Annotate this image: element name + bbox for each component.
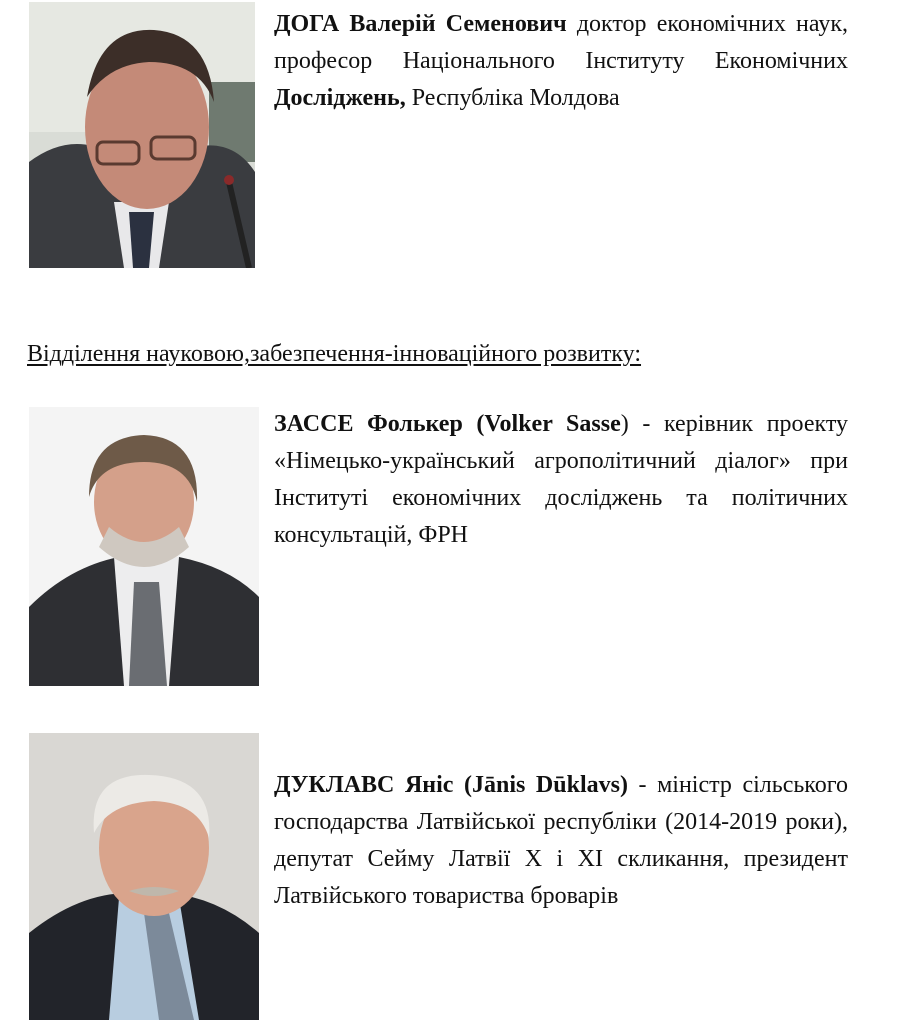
person-bio-sasse	[274, 406, 848, 554]
portrait-photo-icon	[29, 733, 259, 1020]
person-name: ДОГА Валерій Семенович	[274, 11, 567, 37]
person-name: ЗАССЕ Фолькер (Volker Sasse	[274, 411, 621, 437]
portrait-photo-icon	[29, 407, 259, 686]
person-description: - міністр сільського господарства Латвійської республіки (2014-2019 роки), депутат Сейму Латвії X і XI скликання, президент Латвійського товариства броварів	[274, 772, 848, 909]
portrait-photo-icon	[29, 2, 255, 268]
person-bio-duklavs	[274, 767, 848, 915]
section-heading: Відділення науковою,забезпечення-інноваційного розвитку:	[27, 341, 642, 367]
person-name: ДУКЛАВС Яніс (Jānis Dūklavs)	[274, 772, 628, 798]
person-bio-doga	[274, 6, 848, 117]
person-description-end: Республіка Молдова	[405, 85, 620, 111]
portrait-photo-sasse	[29, 407, 259, 686]
portrait-photo-duklavs	[29, 733, 259, 1020]
person-description: ) - керівник проекту «Німецько-український агрополітичний діалог» при Інституті економічних досліджень та політичних консультацій, ФРН	[274, 411, 848, 548]
portrait-photo-doga	[29, 2, 255, 268]
person-description-bold: Досліджень,	[274, 85, 406, 111]
person-description: доктор економічних наук, професор Національного Інституту Економічних	[274, 11, 848, 74]
